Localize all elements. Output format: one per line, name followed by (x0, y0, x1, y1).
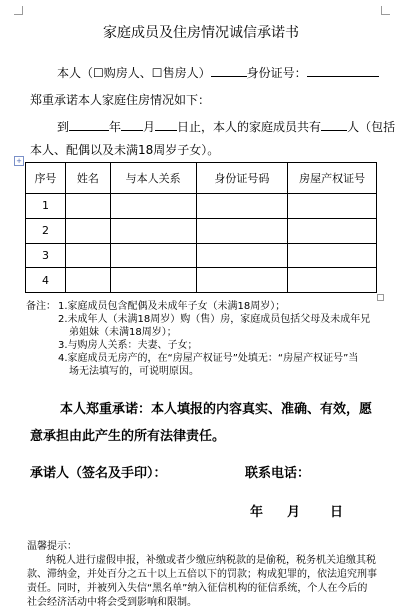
table-row (26, 194, 377, 219)
property-cert-cell[interactable] (288, 194, 377, 219)
declarant-prefix: 本人（ (57, 66, 94, 80)
table-row (26, 268, 377, 293)
day-suffix-text: 日止，本人的家庭成员共有 (177, 120, 322, 134)
year-text: 年 (109, 120, 122, 134)
id-number-cell[interactable] (196, 218, 288, 243)
id-number-blank[interactable] (307, 64, 379, 77)
name-cell[interactable] (65, 243, 110, 268)
reminder-line-3: 责任。同时，并被列入失信“黑名单”纳入征信机构的征信系统，个人在今后的 (27, 583, 368, 594)
id-number-cell[interactable] (196, 243, 288, 268)
month-blank[interactable] (121, 118, 143, 131)
seller-label: 售房人） (162, 66, 211, 80)
year-blank[interactable] (69, 118, 109, 131)
table-header-row (26, 163, 377, 194)
notes-label: 备注： (26, 301, 56, 312)
relationship-cell[interactable] (110, 218, 196, 243)
document-title: 家庭成员及住房情况诚信承诺书 (103, 25, 299, 41)
table-row (26, 243, 377, 268)
note-item-2-cont: 弟姐妹（未满18周岁）； (69, 327, 177, 338)
to-text: 到 (57, 120, 70, 134)
date-members-line (57, 118, 395, 135)
id-number-label: 身份证号： (246, 66, 307, 80)
header-relationship: 与本人关系 (110, 163, 196, 194)
date-month: 月 (287, 505, 301, 520)
note-item-1: 1.家庭成员包含配偶及未成年子女（未满18周岁）； (58, 301, 286, 312)
member-count-blank[interactable] (321, 118, 347, 131)
reminder-line-4: 社会经济活动中将会受到影响和限制。 (27, 597, 197, 608)
page-corner-mark-left (14, 6, 23, 15)
property-cert-cell[interactable] (288, 243, 377, 268)
reminder-line-2: 款、滞纳金，并处百分之五十以上五倍以下的罚款；构成犯罪的，依法追究刑事 (27, 569, 377, 580)
phone-label: 联系电话： (245, 466, 311, 481)
page-corner-mark-right (381, 6, 390, 15)
buyer-checkbox[interactable]: ☐ (93, 66, 104, 80)
date-year: 年 (250, 505, 264, 520)
header-property-cert: 房屋产权证号 (288, 163, 377, 194)
seller-checkbox[interactable]: ☐ (151, 66, 163, 80)
people-text: 人（包括 (347, 120, 396, 134)
members-scope: 本人、配偶以及未满18周岁子女）。 (30, 143, 220, 157)
header-id-number: 身份证号码 (196, 163, 288, 194)
header-index: 序号 (26, 163, 66, 194)
relationship-cell[interactable] (110, 268, 196, 293)
name-blank[interactable] (211, 64, 247, 77)
note-item-2: 2.未成年人（未满18周岁）购（售）房，家庭成员包括父母及未成年兄 (58, 314, 371, 325)
month-text: 月 (143, 120, 156, 134)
reminder-label: 温馨提示： (27, 541, 77, 552)
row-index: 4 (26, 268, 66, 293)
row-index: 2 (26, 218, 66, 243)
date-day: 日 (330, 505, 344, 520)
name-cell[interactable] (65, 194, 110, 219)
family-members-table (25, 162, 377, 293)
table-resize-handle[interactable] (377, 294, 384, 301)
relationship-cell[interactable] (110, 243, 196, 268)
row-index: 3 (26, 243, 66, 268)
property-cert-cell[interactable] (288, 268, 377, 293)
reminder-line-1: 纳税人进行虚假申报，补缴或者少缴应纳税款的是偷税，税务机关追缴其税 (46, 555, 376, 566)
id-number-cell[interactable] (196, 194, 288, 219)
pledge-line-1: 本人郑重承诺：本人填报的内容真实、准确、有效，愿 (60, 402, 373, 417)
commitment-intro: 郑重承诺本人家庭住房情况如下： (30, 93, 211, 107)
note-item-4: 4.家庭成员无房产的，在“房屋产权证号”处填无：“房屋产权证号”当 (58, 353, 359, 364)
table-move-handle-icon[interactable]: + (14, 156, 24, 166)
property-cert-cell[interactable] (288, 218, 377, 243)
header-name: 姓名 (65, 163, 110, 194)
name-cell[interactable] (65, 218, 110, 243)
pledge-line-2: 意承担由此产生的所有法律责任。 (30, 429, 226, 444)
signature-label: 承诺人（签名及手印）： (30, 466, 167, 481)
table-row (26, 218, 377, 243)
relationship-cell[interactable] (110, 194, 196, 219)
declarant-line (57, 64, 379, 81)
day-blank[interactable] (155, 118, 177, 131)
id-number-cell[interactable] (196, 268, 288, 293)
note-item-3: 3.与购房人关系：夫妻、子女； (58, 340, 198, 351)
row-index: 1 (26, 194, 66, 219)
name-cell[interactable] (65, 268, 110, 293)
note-item-4-cont: 场无法填写的，可说明原因。 (69, 366, 199, 377)
buyer-label: 购房人、 (103, 66, 152, 80)
